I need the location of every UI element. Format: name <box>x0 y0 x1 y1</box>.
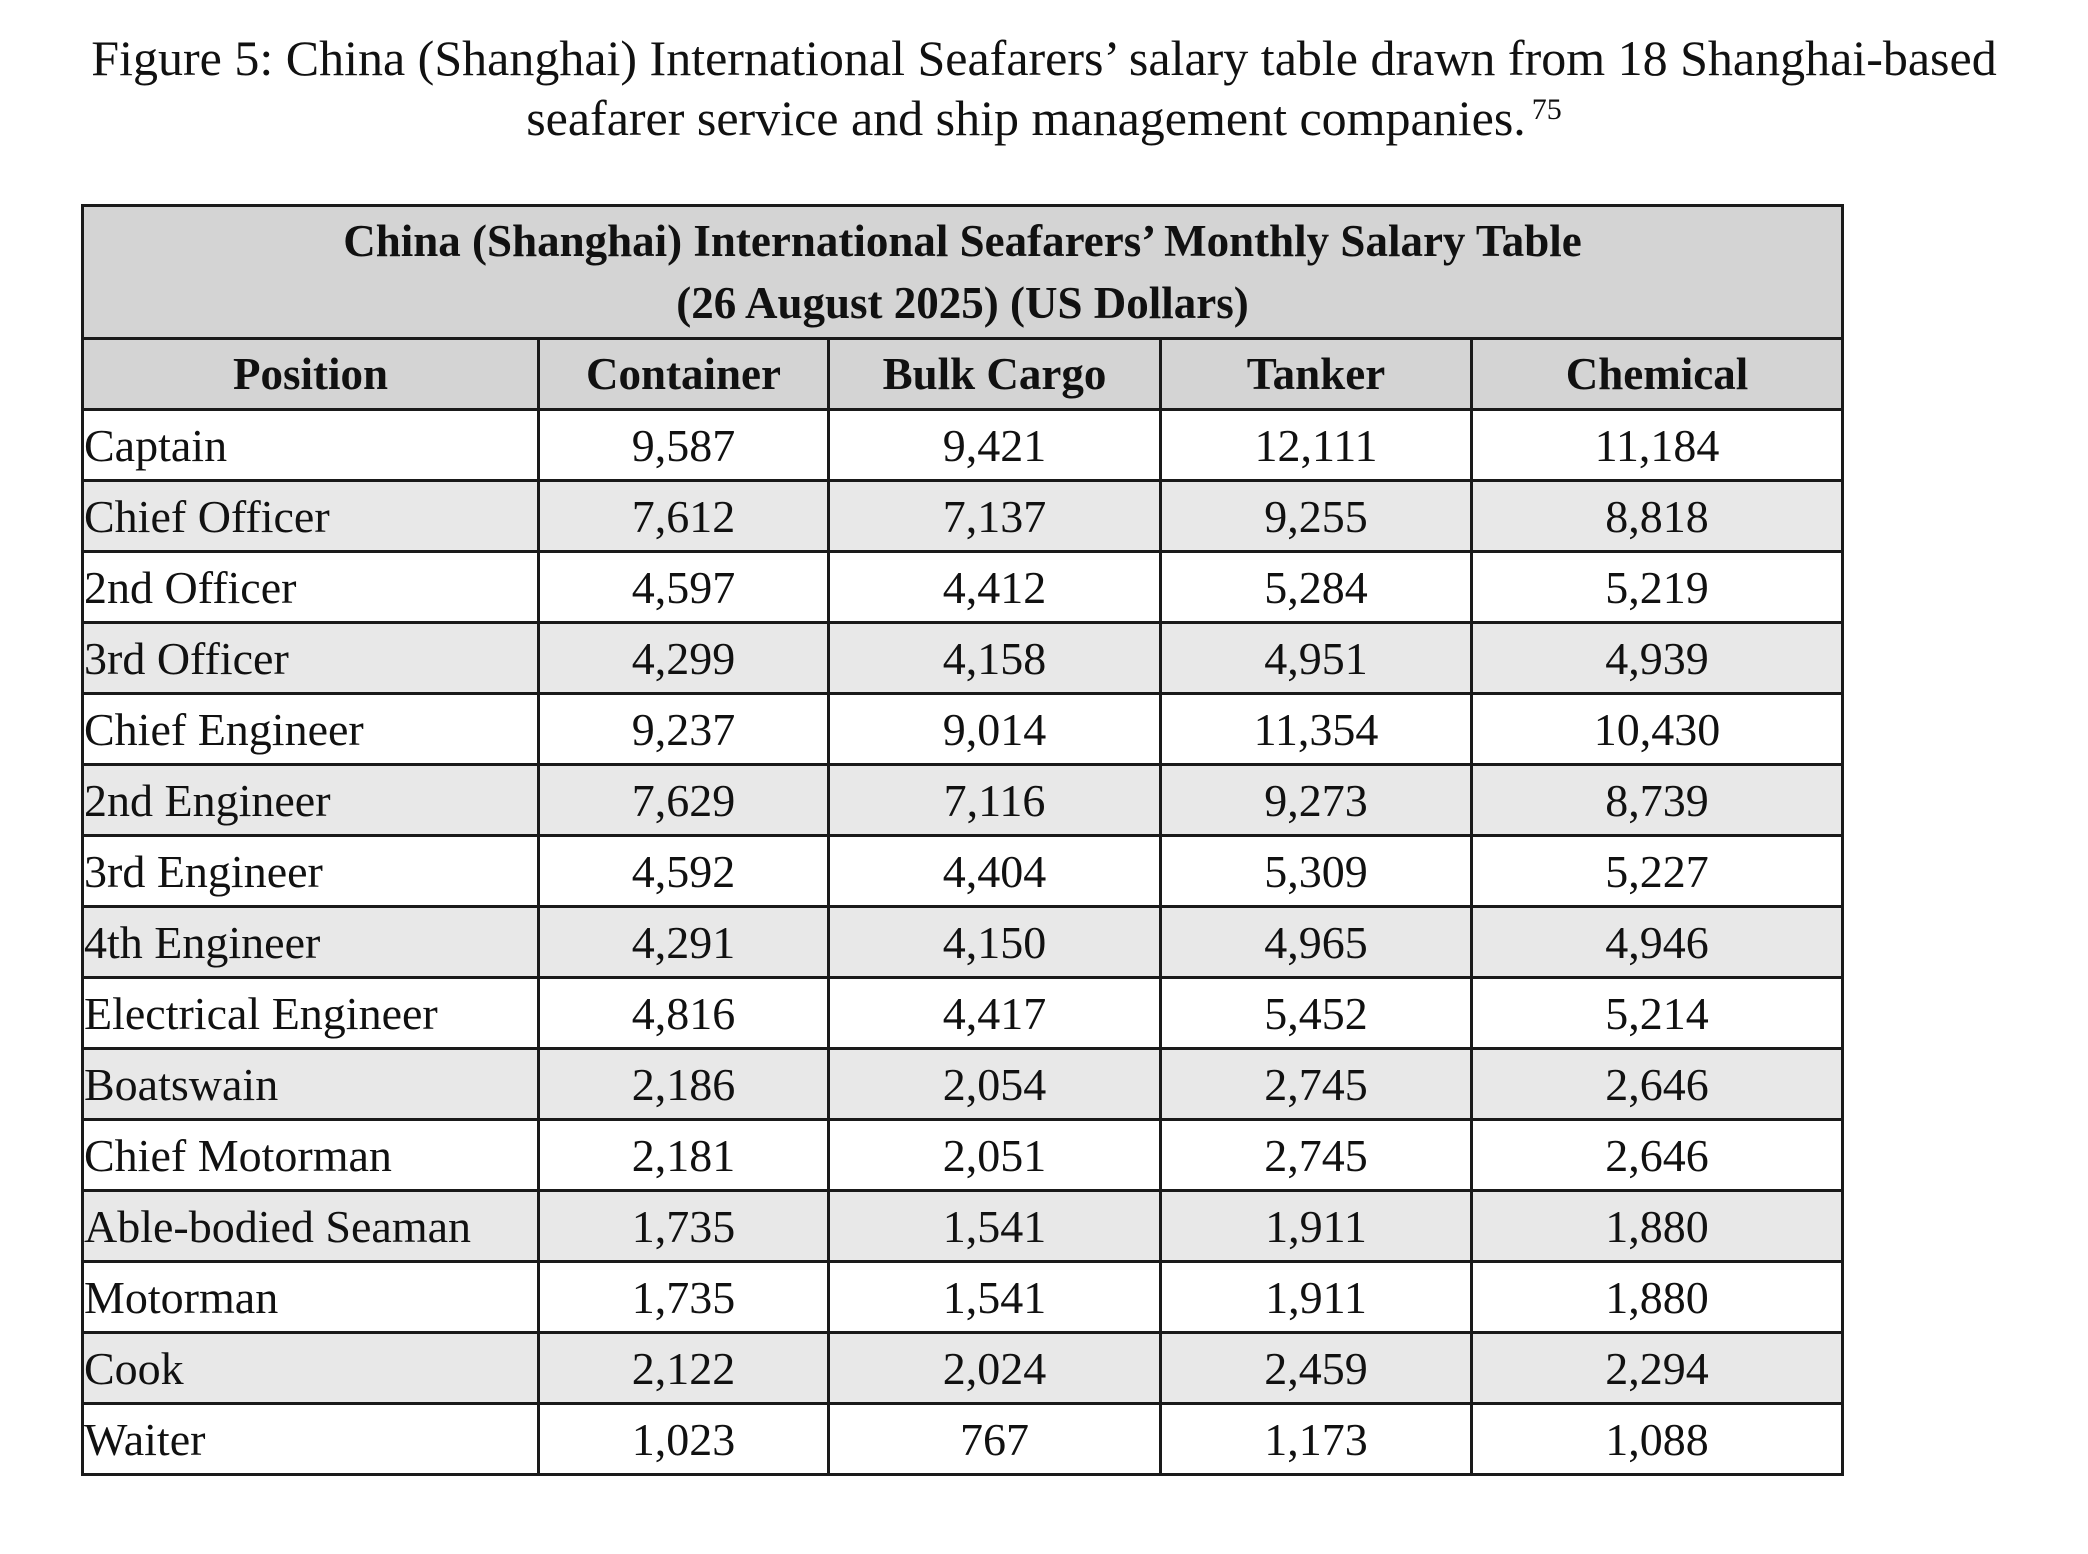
header-tanker: Tanker <box>1161 339 1472 410</box>
tanker-cell: 9,273 <box>1161 765 1472 836</box>
table-row <box>83 907 1843 978</box>
container-cell: 7,629 <box>539 765 829 836</box>
chemical-cell: 8,739 <box>1472 765 1843 836</box>
table-row <box>83 481 1843 552</box>
container-cell: 1,023 <box>539 1404 829 1475</box>
chemical-cell: 4,946 <box>1472 907 1843 978</box>
header-container: Container <box>539 339 829 410</box>
table-row <box>83 1404 1843 1475</box>
bulk-cargo-cell: 4,150 <box>829 907 1161 978</box>
position-cell: Cook <box>83 1333 539 1404</box>
figure-caption <box>0 28 2088 148</box>
table-row <box>83 836 1843 907</box>
bulk-cargo-cell: 2,024 <box>829 1333 1161 1404</box>
position-cell: Electrical Engineer <box>83 978 539 1049</box>
tanker-cell: 5,452 <box>1161 978 1472 1049</box>
container-cell: 9,587 <box>539 410 829 481</box>
tanker-cell: 2,745 <box>1161 1049 1472 1120</box>
container-cell: 4,597 <box>539 552 829 623</box>
table-row <box>83 1191 1843 1262</box>
container-cell: 4,291 <box>539 907 829 978</box>
table-row <box>83 552 1843 623</box>
container-cell: 2,186 <box>539 1049 829 1120</box>
tanker-cell: 1,911 <box>1161 1262 1472 1333</box>
salary-table <box>81 204 1844 1476</box>
tanker-cell: 2,459 <box>1161 1333 1472 1404</box>
footnote-marker: 75 <box>1531 93 1562 126</box>
chemical-cell: 2,646 <box>1472 1049 1843 1120</box>
position-cell: Able-bodied Seaman <box>83 1191 539 1262</box>
bulk-cargo-cell: 9,014 <box>829 694 1161 765</box>
chemical-cell: 5,214 <box>1472 978 1843 1049</box>
tanker-cell: 9,255 <box>1161 481 1472 552</box>
bulk-cargo-cell: 7,116 <box>829 765 1161 836</box>
bulk-cargo-cell: 4,158 <box>829 623 1161 694</box>
column-header-row <box>83 339 1843 410</box>
table-title-line-1: China (Shanghai) International Seafarers’ Monthly Salary Table <box>343 216 1582 266</box>
caption-line-2 <box>0 88 2088 148</box>
chemical-cell: 10,430 <box>1472 694 1843 765</box>
bulk-cargo-cell: 4,412 <box>829 552 1161 623</box>
chemical-cell: 5,219 <box>1472 552 1843 623</box>
bulk-cargo-cell: 4,417 <box>829 978 1161 1049</box>
chemical-cell: 5,227 <box>1472 836 1843 907</box>
chemical-cell: 1,088 <box>1472 1404 1843 1475</box>
container-cell: 2,181 <box>539 1120 829 1191</box>
tanker-cell: 2,745 <box>1161 1120 1472 1191</box>
position-cell: 2nd Officer <box>83 552 539 623</box>
bulk-cargo-cell: 9,421 <box>829 410 1161 481</box>
container-cell: 4,816 <box>539 978 829 1049</box>
tanker-cell: 5,309 <box>1161 836 1472 907</box>
position-cell: 2nd Engineer <box>83 765 539 836</box>
position-cell: Waiter <box>83 1404 539 1475</box>
container-cell: 9,237 <box>539 694 829 765</box>
tanker-cell: 1,173 <box>1161 1404 1472 1475</box>
bulk-cargo-cell: 767 <box>829 1404 1161 1475</box>
table-row <box>83 410 1843 481</box>
container-cell: 4,299 <box>539 623 829 694</box>
header-position: Position <box>83 339 539 410</box>
table-row <box>83 1049 1843 1120</box>
table-row <box>83 623 1843 694</box>
tanker-cell: 5,284 <box>1161 552 1472 623</box>
table-row <box>83 978 1843 1049</box>
container-cell: 7,612 <box>539 481 829 552</box>
position-cell: 3rd Officer <box>83 623 539 694</box>
bulk-cargo-cell: 1,541 <box>829 1262 1161 1333</box>
container-cell: 1,735 <box>539 1191 829 1262</box>
chemical-cell: 4,939 <box>1472 623 1843 694</box>
table-title <box>83 206 1843 339</box>
container-cell: 4,592 <box>539 836 829 907</box>
position-cell: Motorman <box>83 1262 539 1333</box>
position-cell: Boatswain <box>83 1049 539 1120</box>
table-row <box>83 1333 1843 1404</box>
tanker-cell: 12,111 <box>1161 410 1472 481</box>
caption-line-1: Figure 5: China (Shanghai) International Seafarers’ salary table drawn from 18 Shanghai-based <box>91 30 1997 86</box>
tanker-cell: 4,965 <box>1161 907 1472 978</box>
container-cell: 1,735 <box>539 1262 829 1333</box>
table-row <box>83 765 1843 836</box>
bulk-cargo-cell: 1,541 <box>829 1191 1161 1262</box>
tanker-cell: 11,354 <box>1161 694 1472 765</box>
header-bulk-cargo: Bulk Cargo <box>829 339 1161 410</box>
chemical-cell: 2,294 <box>1472 1333 1843 1404</box>
caption-line-2-text: seafarer service and ship management companies. <box>526 90 1526 146</box>
chemical-cell: 1,880 <box>1472 1262 1843 1333</box>
chemical-cell: 2,646 <box>1472 1120 1843 1191</box>
position-cell: 3rd Engineer <box>83 836 539 907</box>
position-cell: 4th Engineer <box>83 907 539 978</box>
table-row <box>83 694 1843 765</box>
table-title-line-2: (26 August 2025) (US Dollars) <box>676 278 1249 328</box>
chemical-cell: 11,184 <box>1472 410 1843 481</box>
position-cell: Chief Officer <box>83 481 539 552</box>
chemical-cell: 8,818 <box>1472 481 1843 552</box>
header-chemical: Chemical <box>1472 339 1843 410</box>
bulk-cargo-cell: 4,404 <box>829 836 1161 907</box>
position-cell: Chief Motorman <box>83 1120 539 1191</box>
tanker-cell: 1,911 <box>1161 1191 1472 1262</box>
position-cell: Chief Engineer <box>83 694 539 765</box>
bulk-cargo-cell: 7,137 <box>829 481 1161 552</box>
tanker-cell: 4,951 <box>1161 623 1472 694</box>
container-cell: 2,122 <box>539 1333 829 1404</box>
chemical-cell: 1,880 <box>1472 1191 1843 1262</box>
bulk-cargo-cell: 2,054 <box>829 1049 1161 1120</box>
table-row <box>83 1262 1843 1333</box>
table-row <box>83 1120 1843 1191</box>
bulk-cargo-cell: 2,051 <box>829 1120 1161 1191</box>
position-cell: Captain <box>83 410 539 481</box>
